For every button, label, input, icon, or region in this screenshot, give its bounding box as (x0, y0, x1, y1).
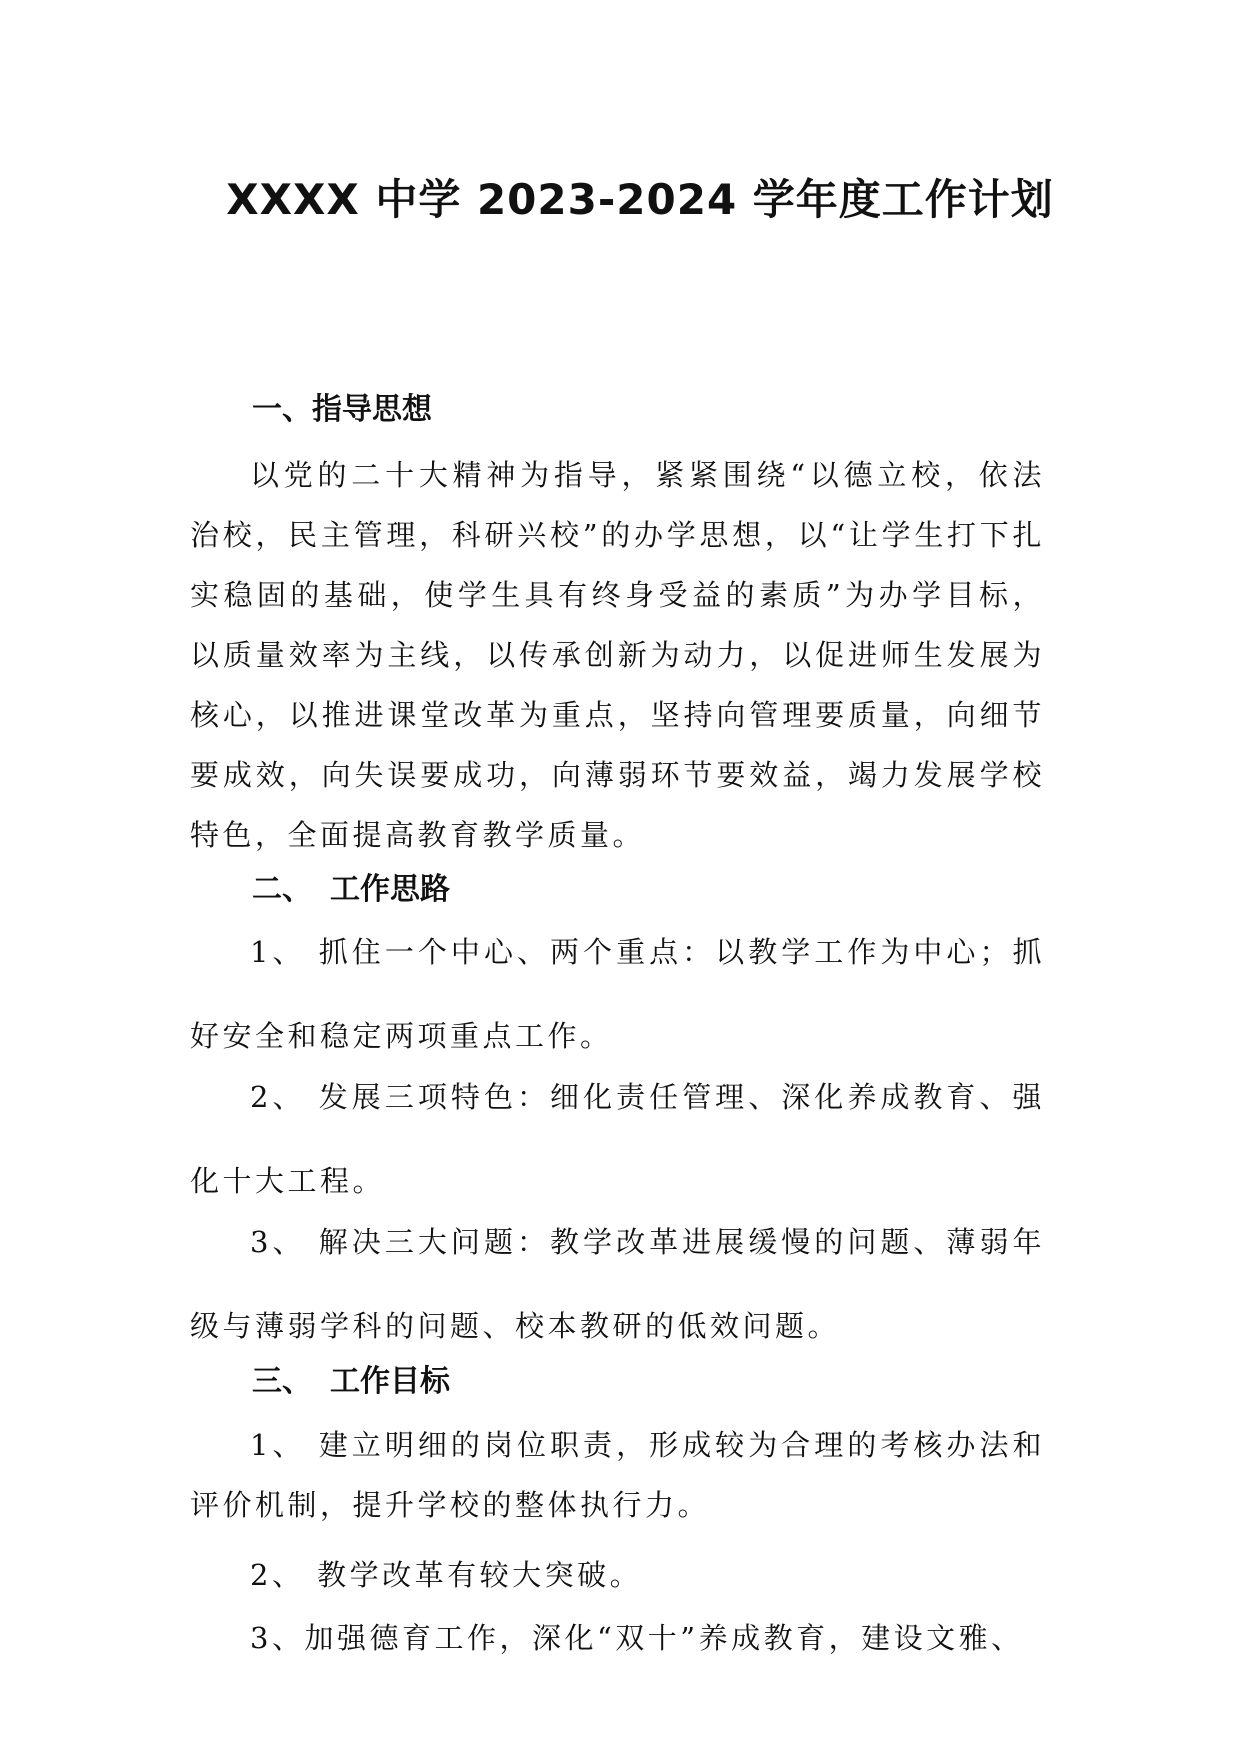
list-item: 1、 抓住一个中心、两个重点：以教学工作为中心；抓好安全和稳定两项重点工作。 (190, 935, 1045, 1053)
section-number: 一、 (252, 392, 312, 427)
section-number: 三、 (252, 1364, 312, 1399)
document-title: XXXX 中学 2023-2024 学年度工作计划 (226, 175, 1054, 224)
section-heading-work-goals (252, 1362, 450, 1402)
section-title: 工作思路 (330, 872, 450, 907)
section-title: 工作目标 (330, 1364, 450, 1399)
section-number: 二、 (252, 872, 312, 907)
list-item: 3、加强德育工作，深化“双十”养成教育，建设文雅、 (250, 1621, 1024, 1655)
section-title: 指导思想 (312, 392, 432, 427)
list-item: 1、 建立明细的岗位职责，形成较为合理的考核办法和评价机制，提升学校的整体执行力。 (190, 1428, 1045, 1522)
list-item: 3、 解决三大问题：教学改革进展缓慢的问题、薄弱年级与薄弱学科的问题、校本教研的低效问题。 (190, 1225, 1045, 1343)
section-heading-work-approach (252, 870, 450, 910)
section-heading-guiding-thought (252, 390, 432, 430)
list-item: 2、 教学改革有较大突破。 (250, 1558, 643, 1592)
list-item: 2、 发展三项特色：细化责任管理、深化养成教育、强化十大工程。 (190, 1080, 1045, 1198)
section-paragraph: 以党的二十大精神为指导，紧紧围绕“以德立校，依法治校，民主管理，科研兴校”的办学思想，以“让学生打下扎实稳固的基础，使学生具有终身受益的素质”为办学目标，以质量效率为主线，以传承创新为动力，以促进师生发展为核心，以推进课堂改革为重点，坚持向管理要质量，向细节要成效，向失误要成功，向薄弱环节要效益，竭力发展学校特色，全面提高教育教学质量。 (190, 458, 1045, 852)
